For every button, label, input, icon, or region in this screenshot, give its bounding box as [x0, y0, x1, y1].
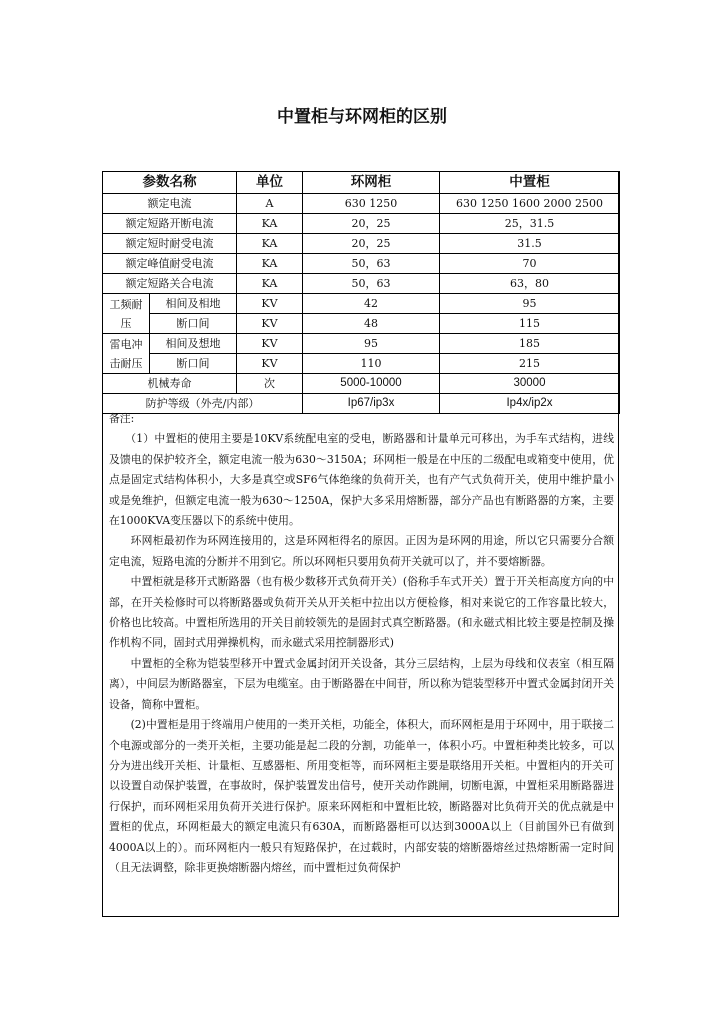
table-header-row	[103, 172, 620, 194]
remarks-paragraph: 中置柜就是移开式断路器（也有极少数移开式负荷开关）(俗称手车式开关）置于开关柜高度方向的中部，在开关检修时可以将断路器或负荷开关从开关柜中拉出以方便检修，相对来说它的工作容量比较大，价格也比较高。中置柜所选用的开关目前较领先的是固封式真空断路器。(和永磁式相比较主要是控制及操作机构不同，固封式用弹操机构，而永磁式采用控制器形式)	[109, 575, 614, 650]
unit-cell: KV	[237, 294, 303, 314]
mid-value-cell: 63，80	[440, 274, 620, 294]
param-cell: 防护等级（外壳/内部）	[103, 394, 303, 414]
mid-value-cell: 25，31.5	[440, 214, 620, 234]
spec-table	[102, 171, 620, 414]
ring-value-cell: 630 1250	[303, 194, 440, 214]
mid-value-cell: 215	[440, 354, 620, 374]
table-row	[103, 194, 620, 214]
mid-value-cell: 115	[440, 314, 620, 334]
ring-value-cell: 95	[303, 334, 440, 354]
remarks-paragraph: 环网柜最初作为环网连接用的，这是环网柜得名的原因。正因为是环网的用途，所以它只需要分合额定电流，短路电流的分断并不用到它。所以环网柜只要用负荷开关就可以了，并不要熔断器。	[109, 534, 614, 568]
table-row	[103, 214, 620, 234]
unit-cell: KV	[237, 354, 303, 374]
ring-value-cell: 20，25	[303, 234, 440, 254]
param-cell: 额定电流	[103, 194, 237, 214]
mid-value-cell: 185	[440, 334, 620, 354]
unit-cell: KV	[237, 334, 303, 354]
remarks-section	[109, 409, 614, 878]
header-mid-cabinet: 中置柜	[440, 172, 620, 194]
param-cell: 机械寿命	[103, 374, 237, 394]
param-cell: 相间及想地	[150, 334, 237, 354]
unit-cell: KA	[237, 234, 303, 254]
table-row	[103, 354, 620, 374]
table-row	[103, 334, 620, 354]
mid-value-cell: 630 1250 1600 2000 2500	[440, 194, 620, 214]
ring-value-cell: 5000-10000	[303, 374, 440, 394]
mid-value-cell: 31.5	[440, 234, 620, 254]
remarks-paragraph: (2)中置柜是用于终端用户使用的一类开关柜，功能全，体积大，而环网柜是用于环网中，用于联接二个电源或部分的一类开关柜，主要功能是起二段的分割，功能单一，体积小巧。中置柜种类比较多，可以分为进出线开关柜、计量柜、互感器柜、所用变柜等，而环网柜主要是联络用开关柜。中置柜内的开关可以设置自动保护装置，在事故时，保护装置发出信号，使开关动作跳闸，切断电源，中置柜采用断路器进行保护，而环网柜采用负荷开关进行保护。原来环网柜和中置柜比较，断路器对比负荷开关的优点就是中置柜的优点，环网柜最大的额定电流只有630A，而断路器柜可以达到3000A以上（目前国外已有做到4000A以上的）。而环网柜内一般只有短路保护，在过载时，内部安装的熔断器熔丝过热熔断需一定时间（且无法调整，除非更换熔断器内熔丝，而中置柜过负荷保护	[109, 718, 614, 874]
param-cell: 相间及相地	[150, 294, 237, 314]
ring-value-cell: 50，63	[303, 274, 440, 294]
mid-value-cell: Ip4x/ip2x	[440, 394, 620, 414]
remarks-paragraph: （1）中置柜的使用主要是10KV系统配电室的受电，断路器和计量单元可移出，为手车式结构，进线及馈电的保护较齐全，额定电流一般为630～3150A；环网柜一般是在中压的二级配电或箱变中使用，优点是固定式结构体积小，大多是真空或SF6气体绝缘的负荷开关，也有产气式负荷开关，使用中维护量小或是免维护，但额定电流一般为630～1250A，保护大多采用熔断器，部分产品也有断路器的方案，主要在1000KVA变压器以下的系统中使用。	[109, 432, 614, 528]
param-cell: 额定短路关合电流	[103, 274, 237, 294]
param-cell: 额定峰值耐受电流	[103, 254, 237, 274]
mid-value-cell: 95	[440, 294, 620, 314]
table-row	[103, 294, 620, 314]
header-unit: 单位	[237, 172, 303, 194]
unit-cell: 次	[237, 374, 303, 394]
ring-value-cell: 20，25	[303, 214, 440, 234]
document-frame	[102, 171, 619, 917]
mid-value-cell: 70	[440, 254, 620, 274]
ring-value-cell: 48	[303, 314, 440, 334]
param-cell: 断口间	[150, 354, 237, 374]
unit-cell: A	[237, 194, 303, 214]
group-label-power-frequency: 工频耐压	[103, 294, 150, 334]
ring-value-cell: 50，63	[303, 254, 440, 274]
remarks-label: 备注:	[109, 412, 135, 425]
remarks-paragraph: 中置柜的全称为铠装型移开中置式金属封闭开关设备，其分三层结构，上层为母线和仪表室（相互隔离），中间层为断路器室，下层为电缆室。由于断路器在中间苷，所以称为铠装型移开中置式金属封闭开关设备，简称中置柜。	[109, 656, 614, 711]
param-cell: 断口间	[150, 314, 237, 334]
header-param: 参数名称	[103, 172, 237, 194]
unit-cell: KV	[237, 314, 303, 334]
group-label-lightning-impulse: 雷电冲击耐压	[103, 334, 150, 374]
header-ring-cabinet: 环网柜	[303, 172, 440, 194]
unit-cell: KA	[237, 274, 303, 294]
table-row	[103, 274, 620, 294]
unit-cell: KA	[237, 214, 303, 234]
ring-value-cell: 42	[303, 294, 440, 314]
table-row	[103, 314, 620, 334]
mid-value-cell: 30000	[440, 374, 620, 394]
page-title: 中置柜与环网柜的区别	[277, 107, 447, 127]
ring-value-cell: 110	[303, 354, 440, 374]
param-cell: 额定短路开断电流	[103, 214, 237, 234]
ring-value-cell: Ip67/ip3x	[303, 394, 440, 414]
table-row	[103, 234, 620, 254]
param-cell: 额定短时耐受电流	[103, 234, 237, 254]
table-row	[103, 254, 620, 274]
unit-cell: KA	[237, 254, 303, 274]
table-row	[103, 374, 620, 394]
